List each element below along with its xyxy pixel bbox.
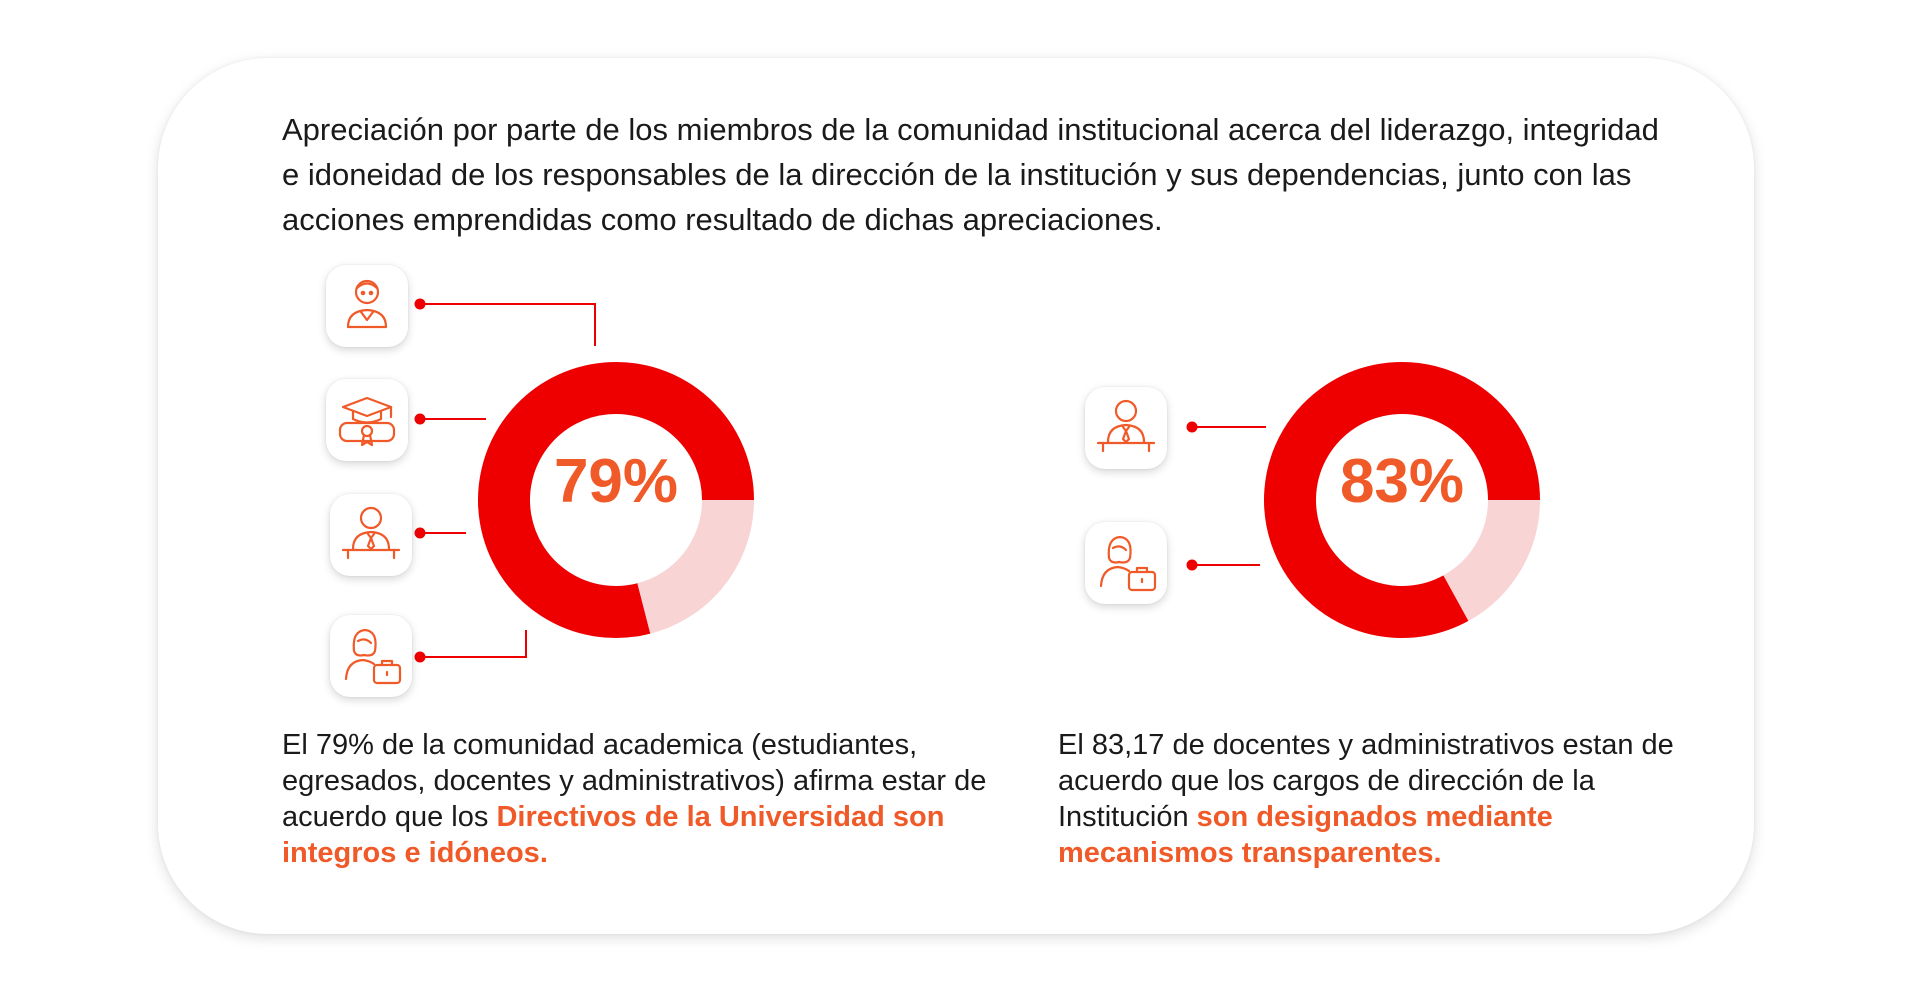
graduate-icon-card: [326, 379, 408, 461]
chart2-description-highlight: son designados mediante mecanismos transparentes.: [1058, 801, 1553, 869]
teacher-icon-card: [330, 494, 412, 576]
teacher-icon: [330, 494, 412, 576]
chart2-connector-dots: [1187, 422, 1198, 571]
donut-slice-remainder: [644, 500, 728, 608]
student-icon: [326, 265, 408, 347]
graduate-icon: [326, 379, 408, 461]
donut-slice-remainder: [1456, 500, 1514, 598]
chart1-connector-dots: [415, 299, 426, 663]
chart1-description-highlight: Directivos de la Universidad son integros e idóneos.: [282, 801, 945, 869]
connector-dot: [1187, 560, 1198, 571]
administrative-icon: [330, 615, 412, 697]
connector-dot: [415, 528, 426, 539]
chart2-description-text: El 83,17 de docentes y administrativos estan de acuerdo que los cargos de dirección de la Institución: [1058, 729, 1674, 833]
administrative-icon-card: [330, 615, 412, 697]
administrative-icon: [1085, 522, 1167, 604]
connector-dot: [415, 652, 426, 663]
intro-heading: Apreciación por parte de los miembros de la comunidad institucional acerca del liderazgo, integridad e idoneidad de los responsables de la dirección de la institución y sus dependencias, junto con las acciones emprendidas como resultado de dichas apreciaciones.: [282, 112, 1659, 237]
connector-dot: [415, 299, 426, 310]
center-label-79: 79%: [553, 447, 679, 516]
chart2-connectors: [1192, 427, 1266, 565]
teacher-icon-card: [1085, 387, 1167, 469]
connector-administrative: [420, 630, 526, 657]
chart1-description-text: El 79% de la comunidad academica (estudiantes, egresados, docentes y administrativos) afirma estar de acuerdo que los: [282, 729, 987, 833]
administrative-icon-card: [1085, 522, 1167, 604]
connector-student: [420, 304, 595, 346]
chart1-description: [282, 727, 1002, 871]
center-label-83: 83%: [1339, 447, 1465, 516]
connector-dot: [1187, 422, 1198, 433]
connector-dot: [415, 414, 426, 425]
chart2-description: [1058, 727, 1718, 871]
teacher-icon: [1085, 387, 1167, 469]
student-icon-card: [326, 265, 408, 347]
